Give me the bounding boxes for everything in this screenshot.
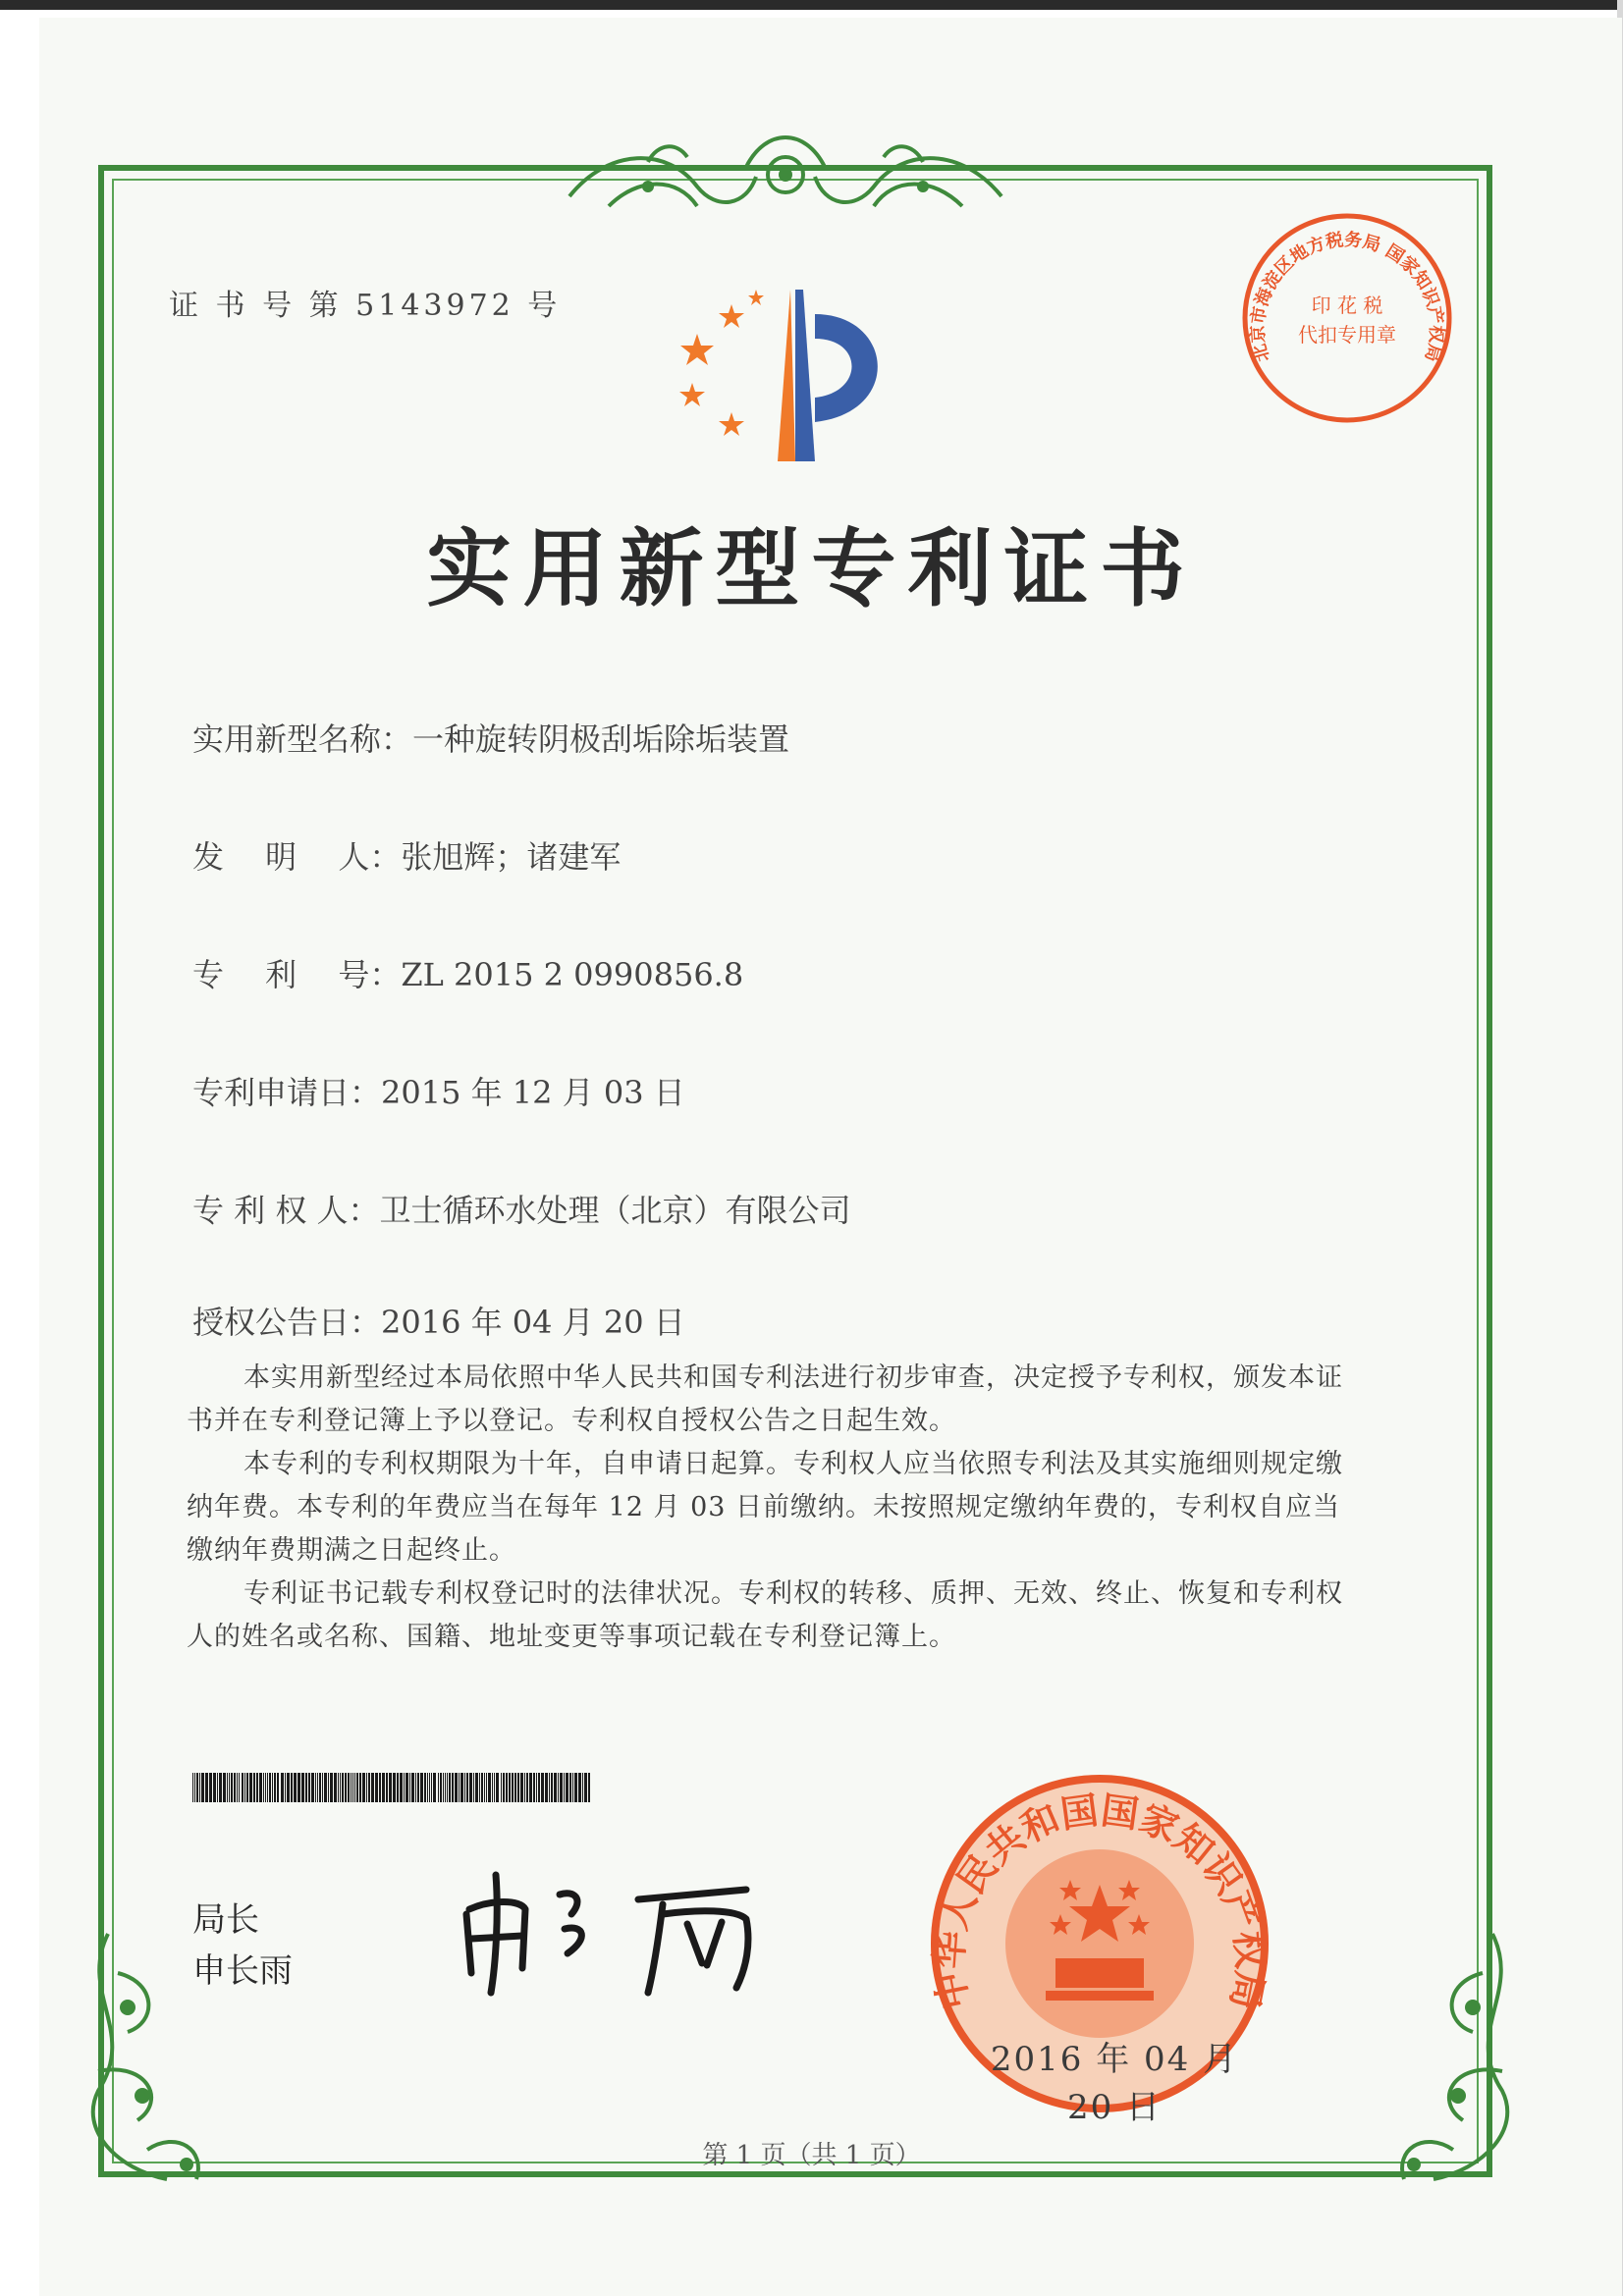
barcode-bar (269, 1773, 271, 1802)
barcode-bar (406, 1773, 408, 1802)
field-patentee (192, 1186, 851, 1231)
barcode-bar (443, 1773, 444, 1802)
barcode-bar (449, 1773, 451, 1802)
barcode-bar (237, 1773, 238, 1802)
star-icons (679, 290, 764, 436)
barcode-bar (342, 1773, 344, 1802)
barcode-bar (253, 1773, 255, 1802)
barcode-bar (400, 1773, 403, 1802)
barcode-bar (512, 1773, 514, 1802)
barcode-bar (328, 1773, 329, 1802)
barcode-bar (249, 1773, 252, 1802)
barcode-bar (536, 1773, 537, 1802)
barcode-bar (194, 1773, 195, 1802)
barcode-bar (584, 1773, 587, 1802)
barcode-bar (362, 1773, 365, 1802)
barcode-bar (379, 1773, 381, 1802)
barcode-bar (572, 1773, 573, 1802)
patent-office-logo (658, 275, 923, 481)
barcode-bar (503, 1773, 505, 1802)
barcode-bar (509, 1773, 511, 1802)
barcode-bar (229, 1773, 230, 1802)
barcode-bar (554, 1773, 557, 1802)
barcode-bar (566, 1773, 568, 1802)
barcode-bar (308, 1773, 310, 1802)
field-patent-number (192, 950, 743, 995)
barcode-bar (366, 1773, 367, 1802)
barcode-bar (560, 1773, 563, 1802)
barcode-bar (265, 1773, 266, 1802)
barcode-bar (475, 1773, 478, 1802)
field-label: 授权公告日： (192, 1304, 382, 1341)
field-value: 卫士循环水处理（北京）有限公司 (379, 1192, 851, 1229)
barcode-bar (242, 1773, 243, 1802)
barcode-bar (494, 1773, 495, 1802)
barcode-bar (424, 1773, 426, 1802)
barcode-bar (492, 1773, 493, 1802)
barcode-bar (517, 1773, 519, 1802)
barcode-bar (529, 1773, 532, 1802)
barcode-bar (352, 1773, 353, 1802)
barcode-bar (324, 1773, 327, 1802)
barcode-bar (231, 1773, 233, 1802)
barcode-bar (246, 1773, 248, 1802)
barcode-bar (359, 1773, 361, 1802)
barcode-bar (460, 1773, 463, 1802)
barcode-bar (192, 1773, 193, 1802)
barcode-bar (479, 1773, 480, 1802)
tax-seal-line1: 印 花 税 (1311, 294, 1383, 317)
field-label: 实用新型名称： (192, 721, 413, 758)
barcode-bar (277, 1773, 279, 1802)
barcode-bar (285, 1773, 286, 1802)
barcode-bar (201, 1773, 204, 1802)
director-signature (452, 1855, 805, 2002)
barcode-bar (217, 1773, 218, 1802)
barcode-bar (564, 1773, 565, 1802)
barcode-bar (514, 1773, 516, 1802)
certificate-number: 证 书 号 第 5143972 号 (169, 289, 562, 323)
field-label: 发 明 人： (192, 838, 402, 876)
seal-ring-text: 中华人民共和国国家知识产权局 (927, 1788, 1272, 2013)
barcode-bar (469, 1773, 472, 1802)
barcode-bar (319, 1773, 321, 1802)
barcode-bar (397, 1773, 399, 1802)
barcode-bar (501, 1773, 502, 1802)
barcode-bar (473, 1773, 474, 1802)
barcode-bar (244, 1773, 245, 1802)
barcode-bar (486, 1773, 487, 1802)
page-number: 第 1 页（共 1 页） (702, 2141, 921, 2170)
seal-date: 2016 年 04 月 20 日 (990, 2040, 1239, 2127)
barcode-bar (256, 1773, 258, 1802)
director-block (192, 1895, 293, 1997)
barcode-bar (239, 1773, 240, 1802)
field-value: 2016 年 04 月 20 日 (381, 1304, 685, 1341)
barcode-bar (452, 1773, 454, 1802)
barcode-bar (196, 1773, 198, 1802)
barcode-bar (305, 1773, 307, 1802)
barcode-bar (488, 1773, 491, 1802)
barcode-bar (404, 1773, 405, 1802)
barcode-bar (431, 1773, 432, 1802)
field-application-date (192, 1068, 685, 1113)
barcode-bar (445, 1773, 446, 1802)
barcode-bar (389, 1773, 392, 1802)
barcode-bar (545, 1773, 548, 1802)
barcode-bar (291, 1773, 293, 1802)
barcode-bar (311, 1773, 314, 1802)
tax-seal-ring-text: 北京市海淀区地方税务局 国家知识产权局 (1247, 229, 1447, 364)
barcode-bar (433, 1773, 436, 1802)
barcode-bar (506, 1773, 508, 1802)
barcode-bar (526, 1773, 528, 1802)
barcode-bar (205, 1773, 208, 1802)
barcode-bar (466, 1773, 468, 1802)
barcode-bar (334, 1773, 337, 1802)
barcode-bar (301, 1773, 304, 1802)
barcode (192, 1773, 595, 1802)
barcode-bar (368, 1773, 370, 1802)
barcode-bar (420, 1773, 423, 1802)
top-ornament (550, 118, 1021, 226)
barcode-bar (356, 1773, 358, 1802)
barcode-bar (578, 1773, 581, 1802)
certificate-title: 实用新型专利证书 (426, 519, 1197, 618)
barcode-bar (351, 1773, 352, 1802)
barcode-bar (340, 1773, 341, 1802)
barcode-bar (558, 1773, 559, 1802)
barcode-bar (287, 1773, 290, 1802)
director-name: 申长雨 (192, 1951, 293, 1991)
barcode-bar (574, 1773, 577, 1802)
barcode-bar (227, 1773, 228, 1802)
barcode-bar (541, 1773, 544, 1802)
paragraph-grant: 本实用新型经过本局依照中华人民共和国专利法进行初步审查，决定授予专利权，颁发本证书并在专利登记簿上予以登记。专利权自授权公告之日起生效。 (187, 1362, 1343, 1436)
barcode-bar (330, 1773, 333, 1802)
barcode-bar (440, 1773, 442, 1802)
barcode-bar (393, 1773, 396, 1802)
field-label: 专利申请日： (192, 1074, 382, 1111)
barcode-bar (199, 1773, 200, 1802)
barcode-bar (411, 1773, 414, 1802)
barcode-bar (459, 1773, 460, 1802)
barcode-bar (484, 1773, 485, 1802)
paragraph-term: 本专利的专利权期限为十年，自申请日起算。专利权人应当依照专利法及其实施细则规定缴纳年费。本专利的年费应当在每年 12 月 03 日前缴纳。未按照规定缴纳年费的，专利权自应当缴纳年费期满之日起终止。 (187, 1449, 1343, 1566)
barcode-bar (455, 1773, 458, 1802)
barcode-bar (354, 1773, 355, 1802)
barcode-bar (496, 1773, 499, 1802)
barcode-bar (259, 1773, 262, 1802)
scan-edge (0, 0, 1623, 10)
barcode-bar (549, 1773, 550, 1802)
barcode-bar (315, 1773, 316, 1802)
paragraph-legal-status: 专利证书记载专利权登记时的法律状况。专利权的转移、质押、无效、终止、恢复和专利权人的姓名或名称、国籍、地址变更等事项记载在专利登记簿上。 (187, 1578, 1343, 1652)
barcode-bar (538, 1773, 540, 1802)
barcode-bar (213, 1773, 216, 1802)
barcode-bar (409, 1773, 410, 1802)
barcode-bar (438, 1773, 439, 1802)
field-grant-date (192, 1298, 685, 1343)
barcode-bar (551, 1773, 553, 1802)
barcode-bar (274, 1773, 276, 1802)
barcode-bar (345, 1773, 347, 1802)
barcode-bar (375, 1773, 378, 1802)
barcode-bar (272, 1773, 273, 1802)
barcode-bar (417, 1773, 419, 1802)
barcode-bar (322, 1773, 323, 1802)
barcode-bar (588, 1773, 590, 1802)
barcode-bar (382, 1773, 385, 1802)
tax-stamp-seal (1239, 210, 1455, 426)
barcode-bar (524, 1773, 525, 1802)
barcode-bar (219, 1773, 222, 1802)
barcode-bar (386, 1773, 388, 1802)
field-value: ZL 2015 2 0990856.8 (401, 956, 744, 993)
barcode-bar (348, 1773, 350, 1802)
barcode-bar (429, 1773, 430, 1802)
barcode-bar (371, 1773, 374, 1802)
field-value: 一种旋转阴极刮垢除垢装置 (412, 721, 790, 758)
barcode-bar (317, 1773, 318, 1802)
barcode-bar (338, 1773, 339, 1802)
barcode-bar (464, 1773, 465, 1802)
barcode-bar (520, 1773, 523, 1802)
barcode-bar (298, 1773, 300, 1802)
field-label: 专 利 号： (192, 956, 402, 993)
barcode-bar (281, 1773, 284, 1802)
field-inventors (192, 832, 621, 878)
barcode-bar (447, 1773, 448, 1802)
barcode-bar (234, 1773, 236, 1802)
barcode-bar (294, 1773, 297, 1802)
barcode-bar (415, 1773, 416, 1802)
tax-seal-line2: 代扣专用章 (1298, 323, 1396, 347)
field-value: 张旭辉；诸建军 (401, 838, 622, 876)
barcode-bar (427, 1773, 428, 1802)
barcode-bar (267, 1773, 268, 1802)
field-value: 2015 年 12 月 03 日 (381, 1074, 685, 1111)
barcode-bar (533, 1773, 535, 1802)
barcode-bar (263, 1773, 264, 1802)
barcode-bar (481, 1773, 483, 1802)
barcode-bar (223, 1773, 226, 1802)
barcode-bar (569, 1773, 571, 1802)
barcode-bar (582, 1773, 583, 1802)
director-title: 局长 (192, 1900, 259, 1940)
field-utility-model-name (192, 715, 789, 760)
field-label: 专 利 权 人： (192, 1192, 380, 1229)
barcode-bar (209, 1773, 212, 1802)
